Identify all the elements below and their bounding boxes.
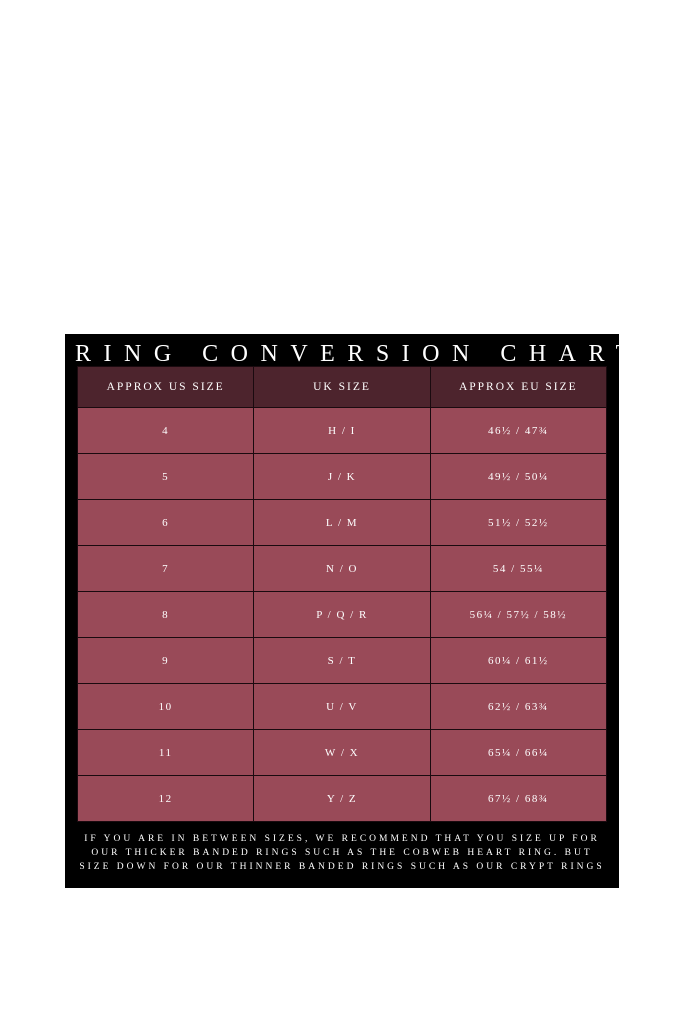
- us-size-cell: 6: [78, 500, 254, 546]
- table-row: [78, 638, 607, 684]
- table-row: [78, 546, 607, 592]
- eu-size-cell: 51½ / 52½: [430, 500, 606, 546]
- table-row: [78, 500, 607, 546]
- table-row: [78, 592, 607, 638]
- table-row: [78, 454, 607, 500]
- table-row: [78, 776, 607, 822]
- us-size-cell: 7: [78, 546, 254, 592]
- eu-size-cell: 65¼ / 66¼: [430, 730, 606, 776]
- uk-size-cell: P / Q / R: [254, 592, 430, 638]
- eu-size-cell: 56¼ / 57½ / 58½: [430, 592, 606, 638]
- us-size-cell: 4: [78, 408, 254, 454]
- us-size-cell: 12: [78, 776, 254, 822]
- uk-size-cell: S / T: [254, 638, 430, 684]
- uk-size-cell: J / K: [254, 454, 430, 500]
- chart-title: RING CONVERSION CHART: [75, 341, 643, 367]
- uk-size-cell: U / V: [254, 684, 430, 730]
- uk-size-cell: Y / Z: [254, 776, 430, 822]
- uk-size-cell: L / M: [254, 500, 430, 546]
- ring-conversion-chart: [65, 334, 643, 888]
- sizing-advice-note: IF YOU ARE IN BETWEEN SIZES, WE RECOMMEND THAT YOU SIZE UP FOR OUR THICKER BANDED RINGS SUCH AS THE COBWEB HEART RING. BUT SIZE DOWN FOR OUR THINNER BANDED RINGS SUCH AS OUR CRYPT RINGS: [79, 834, 605, 872]
- eu-size-cell: 62½ / 63¾: [430, 684, 606, 730]
- us-size-cell: 8: [78, 592, 254, 638]
- header-eu-size: APPROX EU SIZE: [430, 367, 606, 408]
- table-row: [78, 730, 607, 776]
- uk-size-cell: H / I: [254, 408, 430, 454]
- us-size-cell: 9: [78, 638, 254, 684]
- us-size-cell: 11: [78, 730, 254, 776]
- header-uk-size: UK SIZE: [254, 367, 430, 408]
- us-size-cell: 5: [78, 454, 254, 500]
- eu-size-cell: 49½ / 50¼: [430, 454, 606, 500]
- uk-size-cell: N / O: [254, 546, 430, 592]
- eu-size-cell: 67½ / 68¾: [430, 776, 606, 822]
- header-us-size: APPROX US SIZE: [78, 367, 254, 408]
- table-row: [78, 408, 607, 454]
- us-size-cell: 10: [78, 684, 254, 730]
- eu-size-cell: 60¼ / 61½: [430, 638, 606, 684]
- eu-size-cell: 46½ / 47¾: [430, 408, 606, 454]
- size-table: [77, 366, 607, 822]
- table-header-row: [78, 367, 607, 408]
- uk-size-cell: W / X: [254, 730, 430, 776]
- eu-size-cell: 54 / 55¼: [430, 546, 606, 592]
- table-row: [78, 684, 607, 730]
